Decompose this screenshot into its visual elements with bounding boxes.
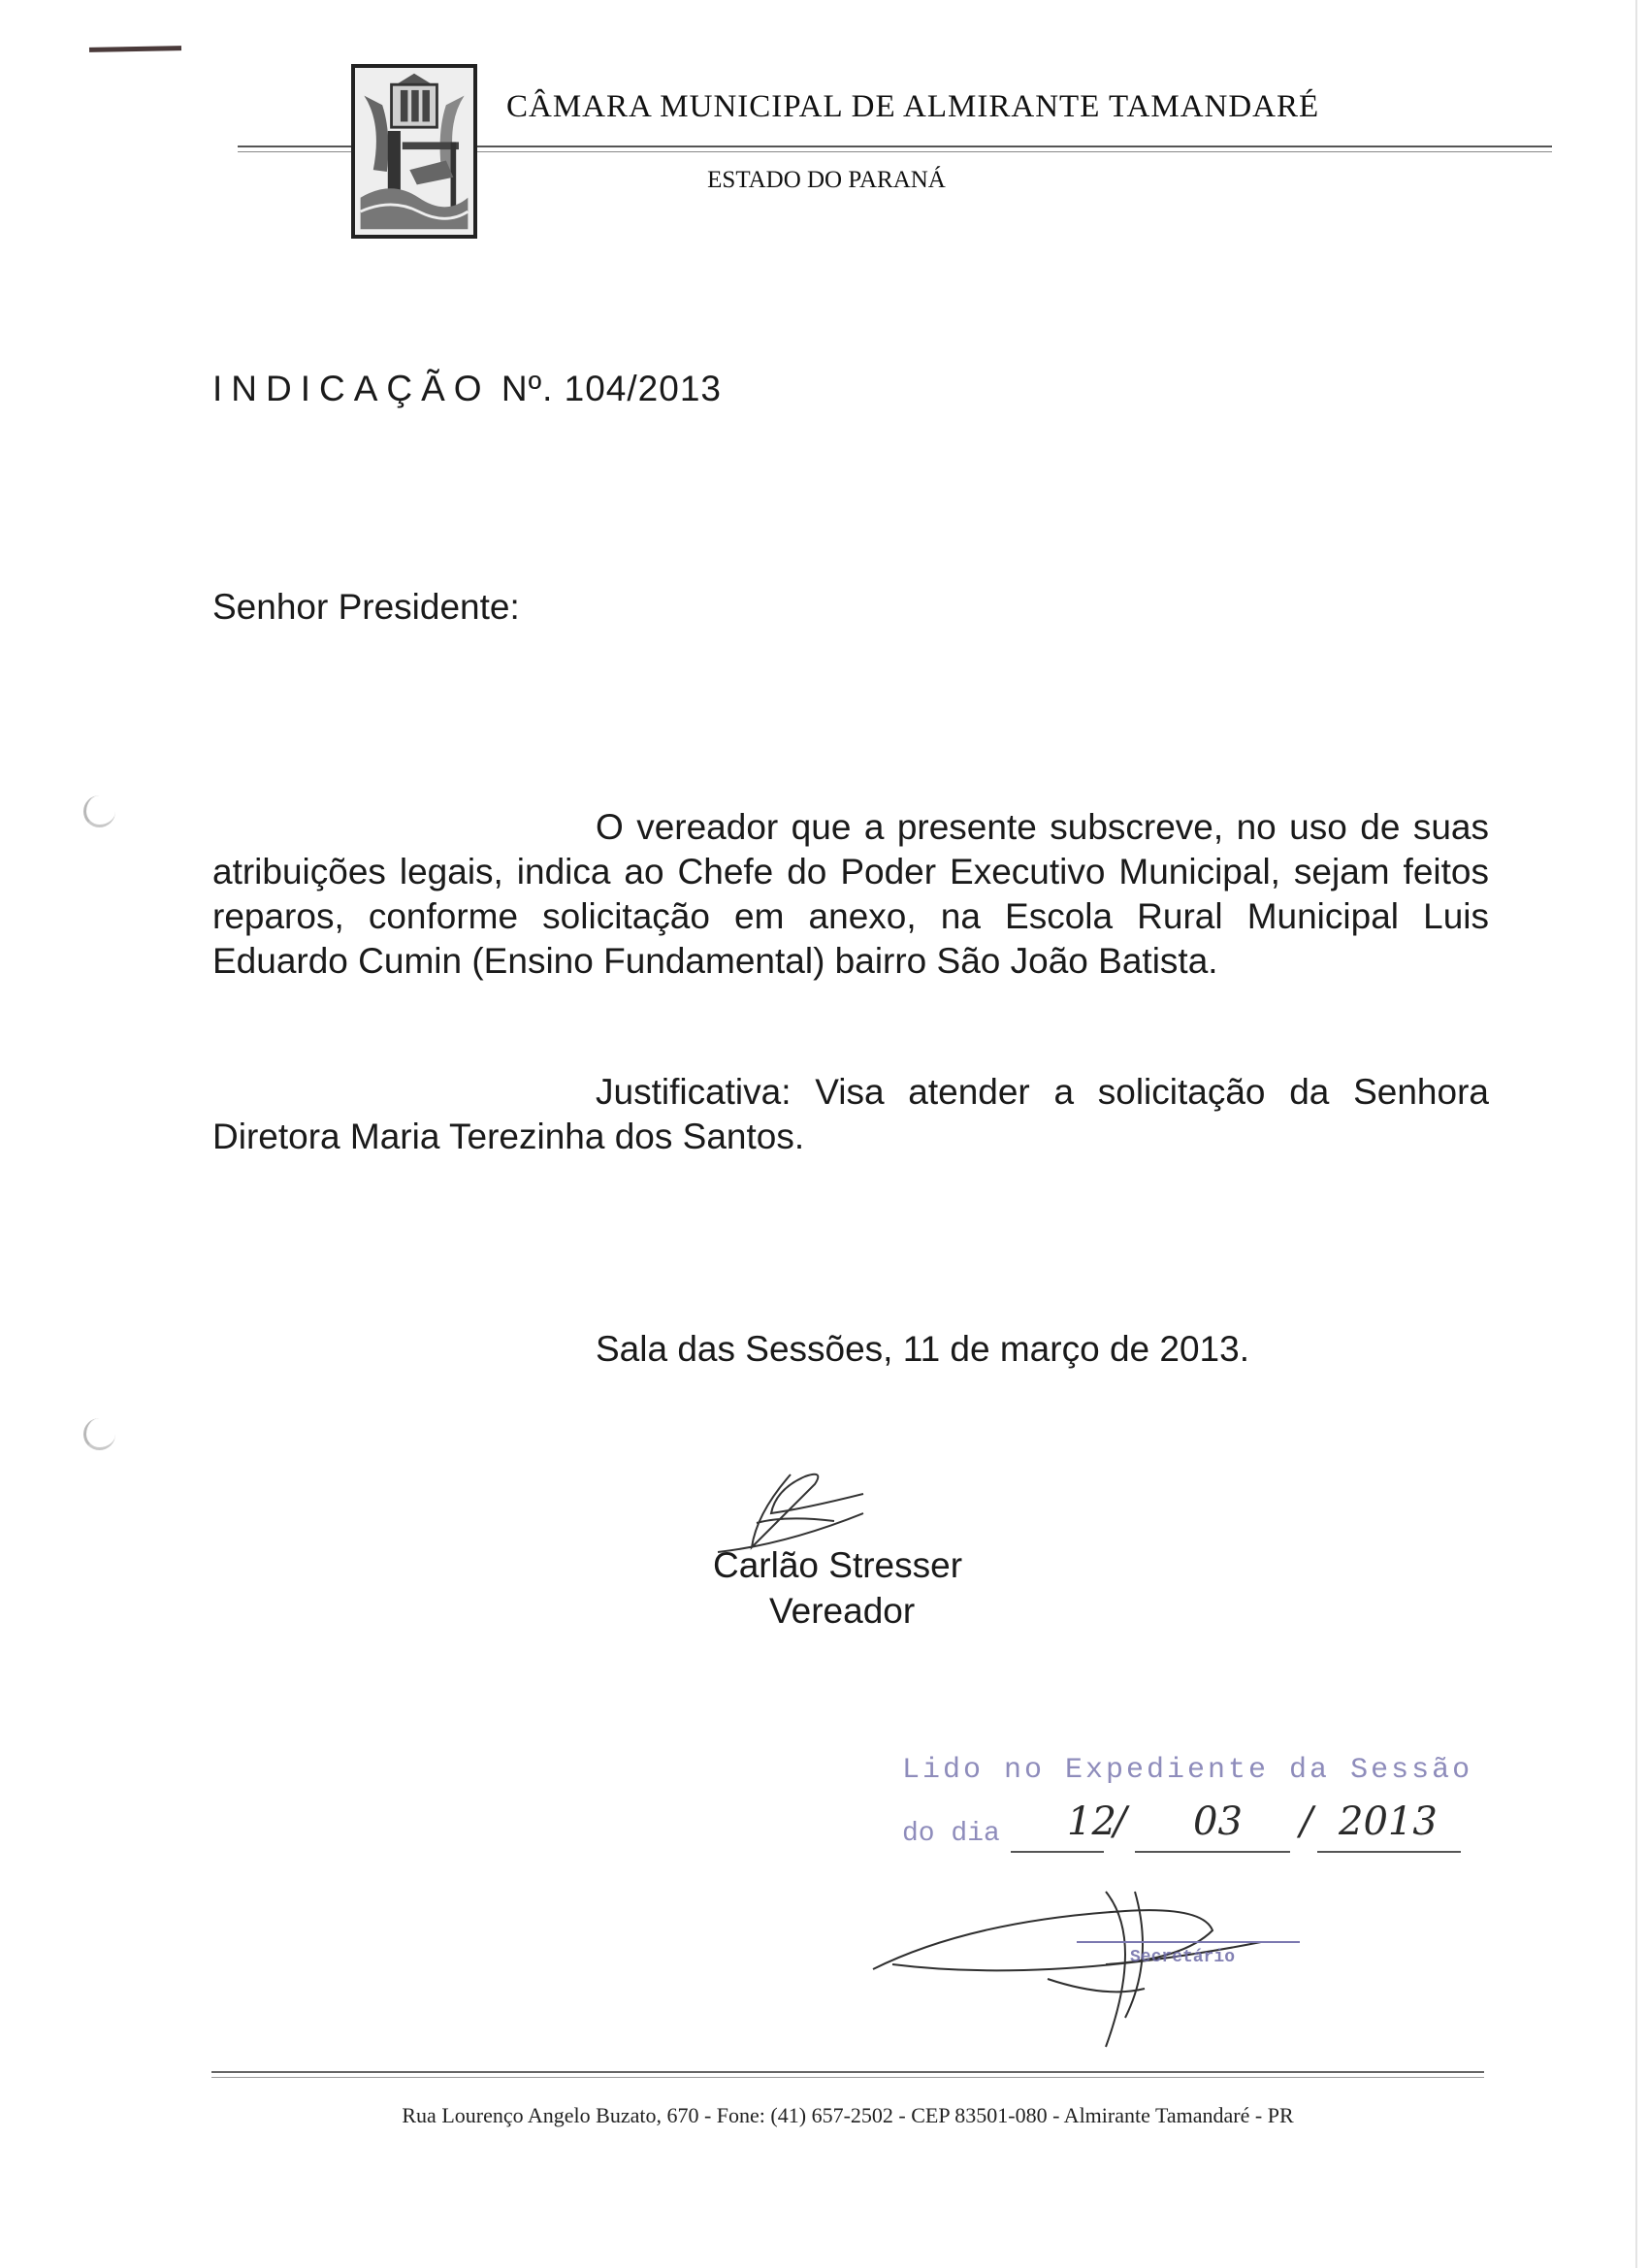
footer-rule [211, 2077, 1484, 2078]
page-edge [1635, 0, 1637, 2268]
header-rule-right [477, 151, 1552, 152]
secretary-signature [854, 1863, 1377, 2057]
punch-hole [83, 795, 115, 827]
indicacao-label: INDICAÇÃO [212, 369, 491, 408]
session-stamp-text: Lido no Expediente da Sessão [902, 1754, 1473, 1787]
stamp-underline [1011, 1851, 1104, 1853]
salutation: Senhor Presidente: [212, 587, 520, 627]
punch-hole [83, 1418, 115, 1450]
stamp-month: 03 [1193, 1799, 1243, 1844]
body-paragraph: O vereador que a presente subscreve, no uso de suas atribuições legais, indica ao Chefe do Poder Executivo Municipal, sejam feitos reparos, conforme solicitação em anexo, na Escola Rural Municipal Luis Eduardo Cumin (Ensino Fundamental) bairro São João Batista. [212, 807, 1489, 981]
stamp-separator: / [1114, 1799, 1127, 1844]
header-rule-left [238, 146, 351, 147]
document-number [212, 369, 722, 409]
stamp-separator: / [1300, 1799, 1313, 1844]
signer-role: Vereador [769, 1591, 916, 1631]
place-and-date: Sala das Sessões, 11 de março de 2013. [596, 1329, 1249, 1369]
header-rule-right [477, 146, 1552, 147]
institution-title: CÂMARA MUNICIPAL DE ALMIRANTE TAMANDARÉ [506, 89, 1320, 124]
scan-mark [89, 46, 181, 52]
stamp-underline [1135, 1851, 1290, 1853]
indicacao-number: Nº. 104/2013 [501, 369, 722, 408]
header-rule-left [238, 151, 351, 152]
stamp-day: 12 [1067, 1799, 1116, 1844]
signer-name: Carlão Stresser [713, 1545, 963, 1585]
state-subtitle: ESTADO DO PARANÁ [707, 167, 946, 193]
footer-address: Rua Lourenço Angelo Buzato, 670 - Fone: (41) 657-2502 - CEP 83501-080 - Almirante Tamandaré - PR [402, 2103, 1294, 2127]
stamp-underline [1317, 1851, 1461, 1853]
footer-rule [211, 2071, 1484, 2073]
municipal-crest-logo [351, 64, 477, 239]
justification-paragraph: Justificativa: Visa atender a solicitação da Senhora Diretora Maria Terezinha dos Santos. [212, 1072, 1489, 1156]
stamp-year: 2013 [1339, 1799, 1438, 1844]
session-stamp-date-label: do dia [902, 1819, 1000, 1849]
secretary-stamp: Secretário [1130, 1948, 1236, 1967]
